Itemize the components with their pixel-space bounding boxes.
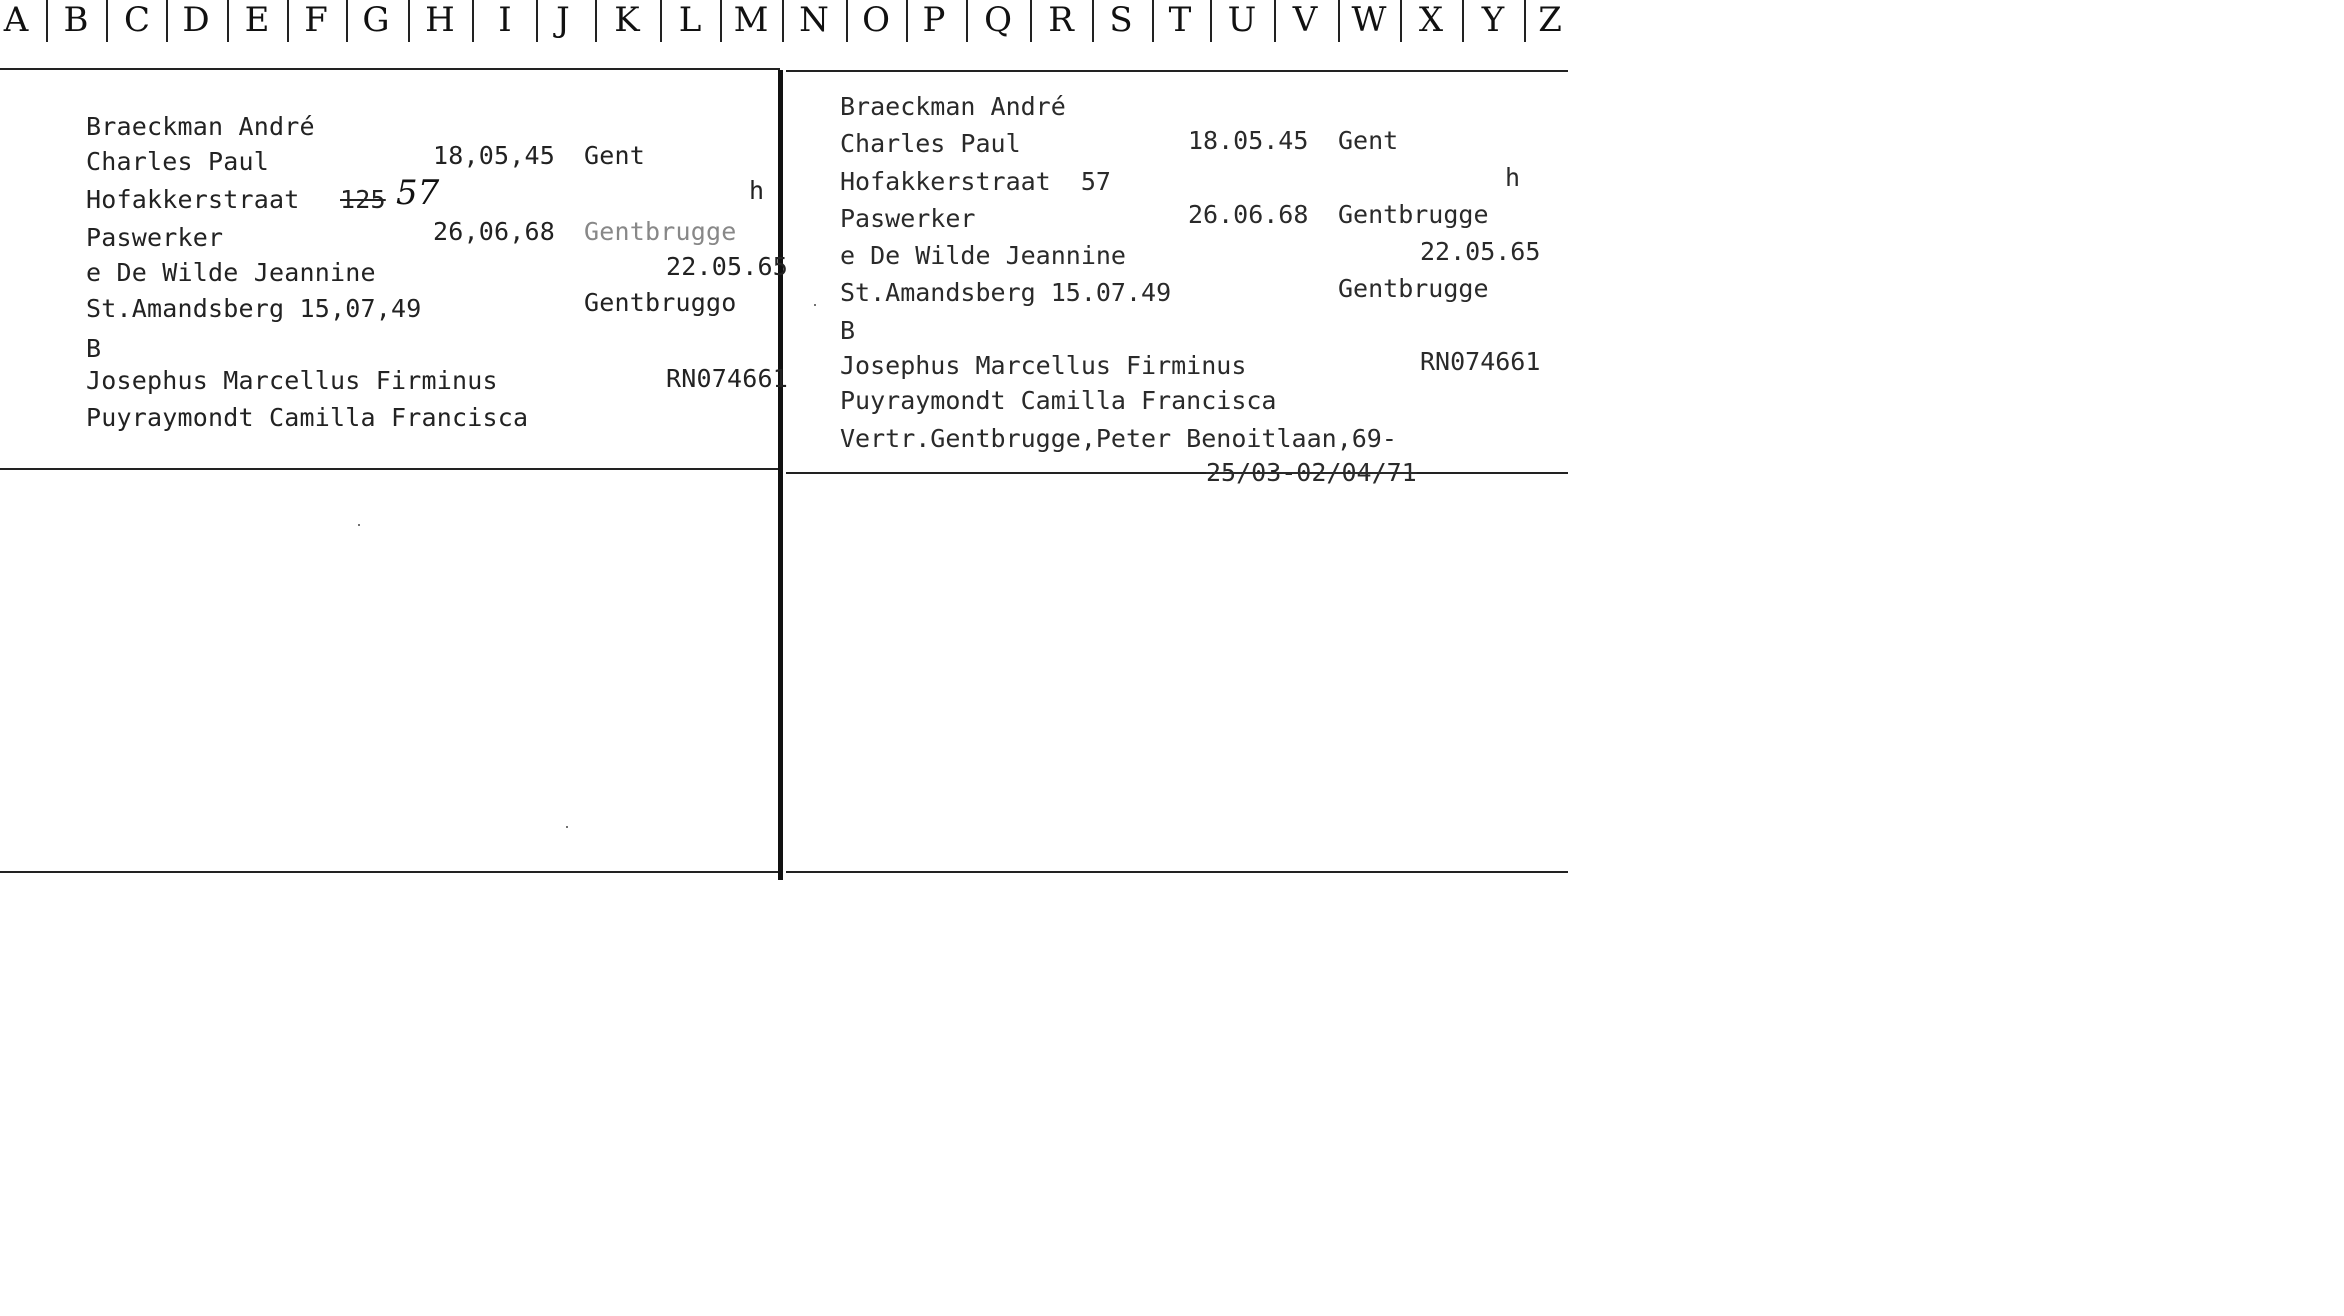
left-house-number-struck: 125: [340, 185, 386, 214]
alpha-letter-o: O: [862, 0, 890, 40]
alpha-separator: [227, 0, 229, 42]
alpha-separator: [1030, 0, 1032, 42]
alpha-separator: [1274, 0, 1276, 42]
alpha-letter-z: Z: [1538, 0, 1562, 40]
alpha-letter-f: F: [304, 0, 328, 40]
right-birth-place: Gent: [1338, 126, 1399, 155]
left-given-names: Charles Paul: [86, 147, 270, 176]
alpha-separator: [472, 0, 474, 42]
alpha-letter-s: S: [1109, 0, 1133, 40]
right-father: Josephus Marcellus Firminus: [840, 351, 1247, 380]
alpha-separator: [166, 0, 168, 42]
right-name: Braeckman André: [840, 92, 1066, 121]
left-place2: Gentbrugge: [584, 217, 737, 246]
alpha-letter-m: M: [733, 0, 769, 40]
alpha-separator: [660, 0, 662, 42]
right-date2: 26.06.68: [1188, 200, 1309, 229]
right-address-dates: 25/03-02/04/71: [1206, 458, 1417, 487]
alpha-letter-p: P: [922, 0, 946, 40]
alpha-separator: [1152, 0, 1154, 42]
right-address-note: Vertr.Gentbrugge,Peter Benoitlaan,69-: [840, 424, 1397, 453]
alpha-letter-a: A: [3, 0, 29, 40]
alpha-letter-u: U: [1227, 0, 1257, 40]
left-birth-date: 18,05,45: [433, 141, 556, 170]
right-id: RN074661: [1420, 347, 1541, 376]
left-gender: h: [749, 176, 765, 205]
right-place3: Gentbrugge: [1338, 274, 1489, 303]
right-gender: h: [1505, 163, 1521, 192]
alpha-letter-g: G: [362, 0, 390, 40]
left-street: Hofakkerstraat: [86, 185, 300, 214]
alpha-separator: [782, 0, 784, 42]
right-place2: Gentbrugge: [1338, 200, 1489, 229]
speck: [814, 304, 816, 306]
left-date2: 26,06,68: [433, 217, 556, 246]
alpha-separator: [536, 0, 538, 42]
alpha-letter-n: N: [799, 0, 829, 40]
alpha-letter-t: T: [1168, 0, 1192, 40]
left-spouse: e De Wilde Jeannine: [86, 258, 376, 287]
left-date3: 22.05.65: [666, 252, 789, 281]
alpha-letter-w: W: [1351, 0, 1387, 40]
alpha-separator: [595, 0, 597, 42]
alpha-letter-j: J: [556, 0, 570, 40]
left-spouse-birth: St.Amandsberg 15,07,49: [86, 294, 422, 323]
right-card-bottom-rule: [786, 472, 1568, 474]
page-bottom-rule-right: [786, 871, 1568, 873]
alpha-separator: [846, 0, 848, 42]
right-letter: B: [840, 316, 856, 345]
right-given-names: Charles Paul: [840, 129, 1021, 158]
left-card-bottom-rule: [0, 468, 778, 470]
speck: [358, 524, 360, 526]
alpha-letter-v: V: [1292, 0, 1318, 40]
alpha-separator: [1400, 0, 1402, 42]
left-name: Braeckman André: [86, 112, 315, 141]
alpha-letter-k: K: [614, 0, 640, 40]
left-house-number-handwritten: 57: [396, 173, 440, 213]
alpha-letter-r: R: [1048, 0, 1074, 40]
alpha-separator: [1092, 0, 1094, 42]
left-letter: B: [86, 334, 102, 363]
right-mother: Puyraymondt Camilla Francisca: [840, 386, 1277, 415]
alpha-separator: [346, 0, 348, 42]
alpha-letter-l: L: [678, 0, 702, 40]
left-occupation: Paswerker: [86, 223, 224, 252]
alpha-letter-d: D: [182, 0, 210, 40]
header-divider-left: [0, 68, 780, 70]
left-mother: Puyraymondt Camilla Francisca: [86, 403, 529, 432]
page-bottom-rule-left: [0, 871, 778, 873]
alpha-separator: [408, 0, 410, 42]
alphabet-index-header: [0, 0, 1568, 44]
alpha-letter-e: E: [244, 0, 270, 40]
alpha-letter-q: Q: [984, 0, 1012, 40]
alpha-separator: [1338, 0, 1340, 42]
right-spouse-birth: St.Amandsberg 15.07.49: [840, 278, 1172, 307]
right-spouse: e De Wilde Jeannine: [840, 241, 1126, 270]
alpha-letter-b: B: [63, 0, 89, 40]
left-id: RN074661: [666, 364, 789, 393]
right-street: Hofakkerstraat 57: [840, 167, 1111, 196]
center-divider: [778, 70, 783, 880]
alpha-separator: [46, 0, 48, 42]
alpha-letter-x: X: [1418, 0, 1444, 40]
alpha-letter-h: H: [425, 0, 455, 40]
left-birth-place: Gent: [584, 141, 646, 170]
alpha-separator: [720, 0, 722, 42]
alpha-separator: [287, 0, 289, 42]
alpha-separator: [106, 0, 108, 42]
alpha-separator: [1210, 0, 1212, 42]
right-birth-date: 18.05.45: [1188, 126, 1309, 155]
alpha-letter-c: C: [123, 0, 150, 40]
left-place3: Gentbruggo: [584, 288, 737, 317]
alpha-separator: [906, 0, 908, 42]
alpha-separator: [1524, 0, 1526, 42]
speck: [566, 826, 568, 828]
alpha-separator: [966, 0, 968, 42]
left-father: Josephus Marcellus Firminus: [86, 366, 498, 395]
alpha-letter-y: Y: [1481, 0, 1505, 40]
alpha-letter-i: I: [498, 0, 512, 40]
alpha-separator: [1462, 0, 1464, 42]
right-occupation: Paswerker: [840, 204, 976, 233]
right-date3: 22.05.65: [1420, 237, 1541, 266]
header-divider-right: [786, 70, 1568, 72]
